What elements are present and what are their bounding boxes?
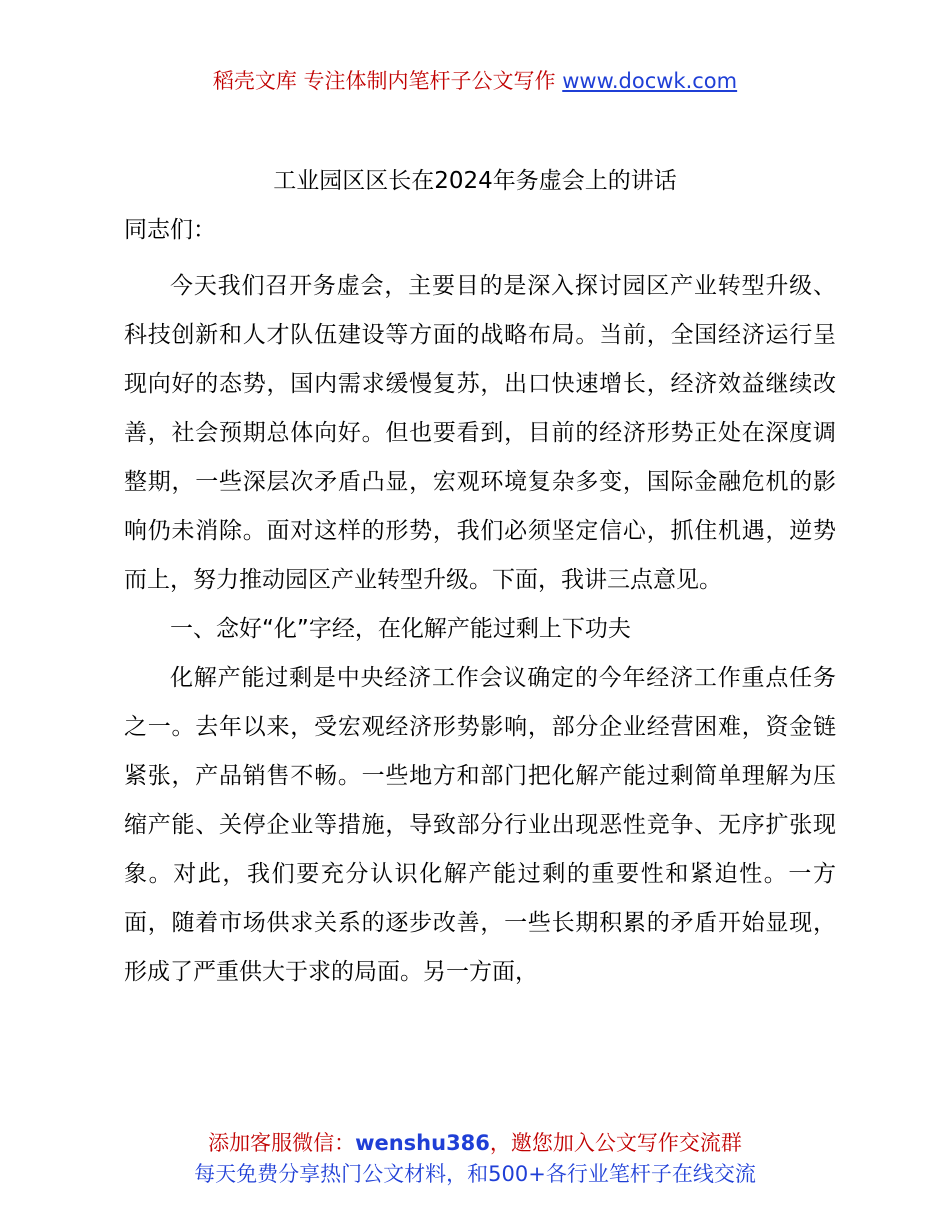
section-paragraph-1: 化解产能过剩是中央经济工作会议确定的今年经济工作重点任务之一。去年以来，受宏观经济形势影响，部分企业经营困难，资金链紧张，产品销售不畅。一些地方和部门把化解产能过剩简单理解为压缩产能、关停企业等措施，导致部分行业出现恶性竞争、无序扩张现象。对此，我们要充分认识化解产能过剩的重要性和紧迫性。一方面，随着市场供求关系的逐步改善，一些长期积累的矛盾开始显现，形成了严重供大于求的局面。另一方面， bbox=[124, 665, 836, 985]
footer-wechat-prefix: 添加客服微信： bbox=[208, 1131, 356, 1155]
footer-line-2: 每天免费分享热门公文材料，和500+各行业笔杆子在线交流 bbox=[194, 1162, 756, 1186]
document-title: 工业园区区长在2024年务虚会上的讲话 bbox=[273, 168, 677, 194]
section-heading-1: 一、念好“化”字经，在化解产能过剩上下功夫 bbox=[170, 616, 631, 642]
document-body bbox=[124, 262, 836, 997]
header-website-link[interactable]: www.docwk.com bbox=[562, 69, 738, 93]
footer-line-1 bbox=[0, 1128, 950, 1159]
header-brand-text: 稻壳文库 专注体制内笔杆子公文写作 bbox=[212, 69, 556, 93]
page-header bbox=[0, 66, 950, 96]
footer-wechat-suffix: ，邀您加入公文写作交流群 bbox=[489, 1131, 742, 1155]
footer-wechat-id: wenshu386 bbox=[355, 1131, 490, 1155]
page-footer bbox=[0, 1128, 950, 1190]
intro-paragraph: 今天我们召开务虚会，主要目的是深入探讨园区产业转型升级、科技创新和人才队伍建设等方面的战略布局。当前，全国经济运行呈现向好的态势，国内需求缓慢复苏，出口快速增长，经济效益继续改善，社会预期总体向好。但也要看到，目前的经济形势正处在深度调整期，一些深层次矛盾凸显，宏观环境复杂多变，国际金融危机的影响仍未消除。面对这样的形势，我们必须坚定信心，抓住机遇，逆势而上，努力推动园区产业转型升级。下面，我讲三点意见。 bbox=[124, 273, 836, 593]
salutation: 同志们： bbox=[124, 217, 216, 243]
